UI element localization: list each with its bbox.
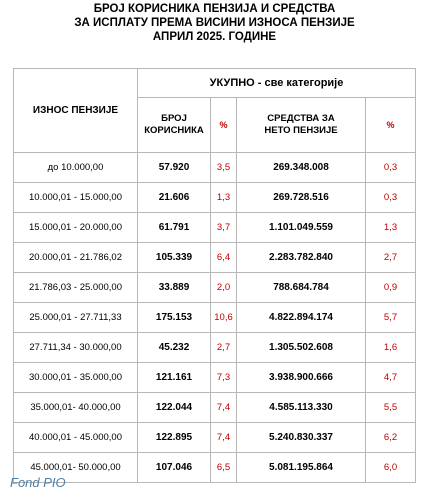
table-row bbox=[14, 303, 416, 333]
users-percent-cell: 7,4 bbox=[211, 393, 237, 423]
table-row bbox=[14, 183, 416, 213]
users-percent-cell: 6,5 bbox=[211, 453, 237, 483]
users-cell: 57.920 bbox=[138, 153, 211, 183]
table-body bbox=[14, 153, 416, 483]
users-cell: 61.791 bbox=[138, 213, 211, 243]
funds-cell: 269.348.008 bbox=[237, 153, 366, 183]
users-cell: 122.044 bbox=[138, 393, 211, 423]
title-line-1: БРОЈ КОРИСНИКА ПЕНЗИЈА И СРЕДСТВА bbox=[93, 3, 336, 15]
amount-cell: 21.786,03 - 25.000,00 bbox=[14, 273, 138, 303]
users-cell: 107.046 bbox=[138, 453, 211, 483]
funds-percent-cell: 4,7 bbox=[366, 363, 416, 393]
title-line-3: АПРИЛ 2025. ГОДИНЕ bbox=[152, 31, 277, 43]
users-percent-cell: 10,6 bbox=[211, 303, 237, 333]
amount-cell: 35.000,01- 40.000,00 bbox=[14, 393, 138, 423]
users-cell: 105.339 bbox=[138, 243, 211, 273]
users-header-line-2: КОРИСНИКА bbox=[144, 125, 204, 136]
amount-cell: 15.000,01 - 20.000,00 bbox=[14, 213, 138, 243]
funds-cell: 788.684.784 bbox=[237, 273, 366, 303]
pension-table bbox=[13, 68, 416, 483]
users-cell: 21.606 bbox=[138, 183, 211, 213]
amount-cell: 45.000,01- 50.000,00 bbox=[14, 453, 138, 483]
group-header: УКУПНО - све категорије bbox=[138, 69, 416, 98]
funds-cell: 5.240.830.337 bbox=[237, 423, 366, 453]
amount-cell: 27.711,34 - 30.000,00 bbox=[14, 333, 138, 363]
funds-percent-cell: 5,7 bbox=[366, 303, 416, 333]
funds-percent-cell: 0,9 bbox=[366, 273, 416, 303]
funds-percent-cell: 0,3 bbox=[366, 153, 416, 183]
funds-cell: 1.101.049.559 bbox=[237, 213, 366, 243]
users-percent-cell: 6,4 bbox=[211, 243, 237, 273]
users-cell: 33.889 bbox=[138, 273, 211, 303]
funds-percent-cell: 5,5 bbox=[366, 393, 416, 423]
users-header-line-1: БРОЈ bbox=[161, 113, 187, 124]
users-percent-header: % bbox=[211, 98, 237, 153]
users-cell: 45.232 bbox=[138, 333, 211, 363]
table-row bbox=[14, 153, 416, 183]
table-row bbox=[14, 363, 416, 393]
funds-header-line-2: НЕТО ПЕНЗИЈЕ bbox=[264, 125, 338, 136]
funds-cell: 3.938.900.666 bbox=[237, 363, 366, 393]
users-percent-cell: 3,5 bbox=[211, 153, 237, 183]
funds-percent-cell: 2,7 bbox=[366, 243, 416, 273]
document-title bbox=[0, 2, 429, 44]
source-label: Fond PIO bbox=[10, 475, 66, 490]
users-cell: 122.895 bbox=[138, 423, 211, 453]
amount-cell: 10.000,01 - 15.000,00 bbox=[14, 183, 138, 213]
table-row bbox=[14, 393, 416, 423]
amount-cell: до 10.000,00 bbox=[14, 153, 138, 183]
funds-cell: 5.081.195.864 bbox=[237, 453, 366, 483]
amount-cell: 20.000,01 - 21.786,02 bbox=[14, 243, 138, 273]
table-row bbox=[14, 453, 416, 483]
table-row bbox=[14, 213, 416, 243]
title-line-2: ЗА ИСПЛАТУ ПРЕМА ВИСИНИ ИЗНОСА ПЕНЗИЈЕ bbox=[74, 17, 355, 29]
users-cell: 175.153 bbox=[138, 303, 211, 333]
funds-cell: 4.822.894.174 bbox=[237, 303, 366, 333]
users-column-header bbox=[138, 98, 211, 153]
funds-percent-header: % bbox=[366, 98, 416, 153]
table-row bbox=[14, 273, 416, 303]
funds-cell: 2.283.782.840 bbox=[237, 243, 366, 273]
users-percent-cell: 1,3 bbox=[211, 183, 237, 213]
table-row bbox=[14, 423, 416, 453]
users-cell: 121.161 bbox=[138, 363, 211, 393]
funds-percent-cell: 6,2 bbox=[366, 423, 416, 453]
amount-cell: 30.000,01 - 35.000,00 bbox=[14, 363, 138, 393]
amount-column-header: ИЗНОС ПЕНЗИЈЕ bbox=[14, 69, 138, 153]
amount-cell: 25.000,01 - 27.711,33 bbox=[14, 303, 138, 333]
funds-percent-cell: 6,0 bbox=[366, 453, 416, 483]
funds-percent-cell: 1,3 bbox=[366, 213, 416, 243]
funds-percent-cell: 0,3 bbox=[366, 183, 416, 213]
amount-cell: 40.000,01 - 45.000,00 bbox=[14, 423, 138, 453]
table-row bbox=[14, 333, 416, 363]
funds-cell: 4.585.113.330 bbox=[237, 393, 366, 423]
users-percent-cell: 2,0 bbox=[211, 273, 237, 303]
users-percent-cell: 7,4 bbox=[211, 423, 237, 453]
funds-cell: 269.728.516 bbox=[237, 183, 366, 213]
funds-column-header bbox=[237, 98, 366, 153]
table-row bbox=[14, 243, 416, 273]
funds-percent-cell: 1,6 bbox=[366, 333, 416, 363]
users-percent-cell: 7,3 bbox=[211, 363, 237, 393]
funds-cell: 1.305.502.608 bbox=[237, 333, 366, 363]
users-percent-cell: 3,7 bbox=[211, 213, 237, 243]
funds-header-line-1: СРЕДСТВА ЗА bbox=[267, 113, 335, 124]
users-percent-cell: 2,7 bbox=[211, 333, 237, 363]
